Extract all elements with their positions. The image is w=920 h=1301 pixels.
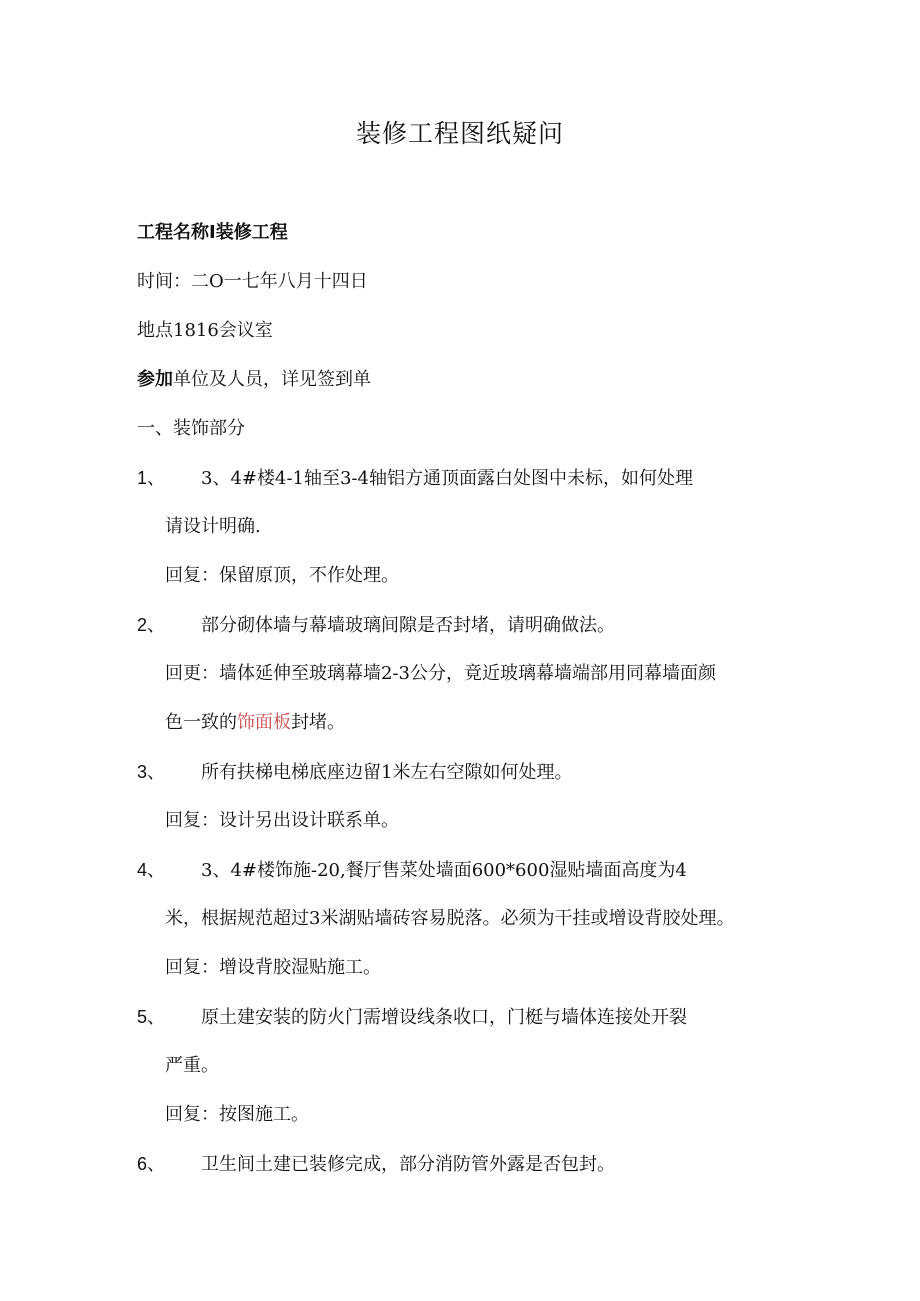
project-name: 工程名称I装修工程 <box>137 222 288 243</box>
item-5-reply: 回复：按图施工。 <box>165 1104 309 1125</box>
question-text: 所有扶梯电梯底座边留1米左右空隙如何处理。 <box>201 762 573 783</box>
question-text: 3、4#楼4-1轴至3-4轴铝方通顶面露白处图中未标，如何处理 <box>201 468 693 489</box>
item-1-reply: 回复：保留原顶，不作处理。 <box>165 565 399 586</box>
question-text: 卫生间土建已装修完成，部分消防管外露是否包封。 <box>201 1154 615 1175</box>
question-text: 3、4#楼饰施-20,餐厅售菜处墙面600*600湿贴墙面高度为4 <box>201 860 687 881</box>
reply-text: 色一致的 <box>165 712 237 733</box>
participants-text: 单位及人员，详见签到单 <box>173 369 371 390</box>
highlighted-term: 饰面板 <box>237 712 291 733</box>
item-5-question <box>137 1005 687 1030</box>
item-3-question <box>137 760 572 785</box>
item-2-question <box>137 613 615 638</box>
item-4-question-cont: 米，根据规范超过3米湖贴墙砖容易脱落。必须为干挂或增设背胶处理。 <box>165 908 735 929</box>
meeting-time: 时间：二O一七年八月十四日 <box>137 271 368 292</box>
reply-text: 封堵。 <box>291 712 345 733</box>
item-number: 6、 <box>137 1154 166 1174</box>
item-number: 2、 <box>137 615 166 635</box>
item-number: 5、 <box>137 1007 166 1027</box>
item-1-question-cont: 请设计明确. <box>165 516 261 537</box>
item-4-question <box>137 858 687 883</box>
item-number: 3、 <box>137 762 166 782</box>
item-5-question-cont: 严重。 <box>165 1055 219 1076</box>
item-number: 4、 <box>137 860 166 880</box>
section-heading: 一、装饰部分 <box>137 418 245 439</box>
question-text: 部分砌体墙与幕墙玻璃间隙是否封堵，请明确做法。 <box>201 615 615 636</box>
item-4-reply: 回复：增设背胶湿贴施工。 <box>165 957 381 978</box>
question-text: 原土建安装的防火门需增设线条收口，门梃与墙体连接处开裂 <box>201 1007 687 1028</box>
item-3-reply: 回复：设计另出设计联系单。 <box>165 810 399 831</box>
participants <box>137 368 371 392</box>
item-6-question <box>137 1152 615 1177</box>
document-title: 装修工程图纸疑问 <box>355 119 564 148</box>
item-number: 1、 <box>137 468 166 488</box>
item-1-question <box>137 466 693 491</box>
item-2-reply: 回更：墙体延伸至玻璃幕墙2-3公分，竟近玻璃幕墙端部用同幕墙面颜 <box>165 663 716 684</box>
meeting-location: 地点1816会议室 <box>137 320 273 341</box>
item-2-reply-cont <box>165 711 345 735</box>
participants-label: 参加 <box>137 369 173 390</box>
